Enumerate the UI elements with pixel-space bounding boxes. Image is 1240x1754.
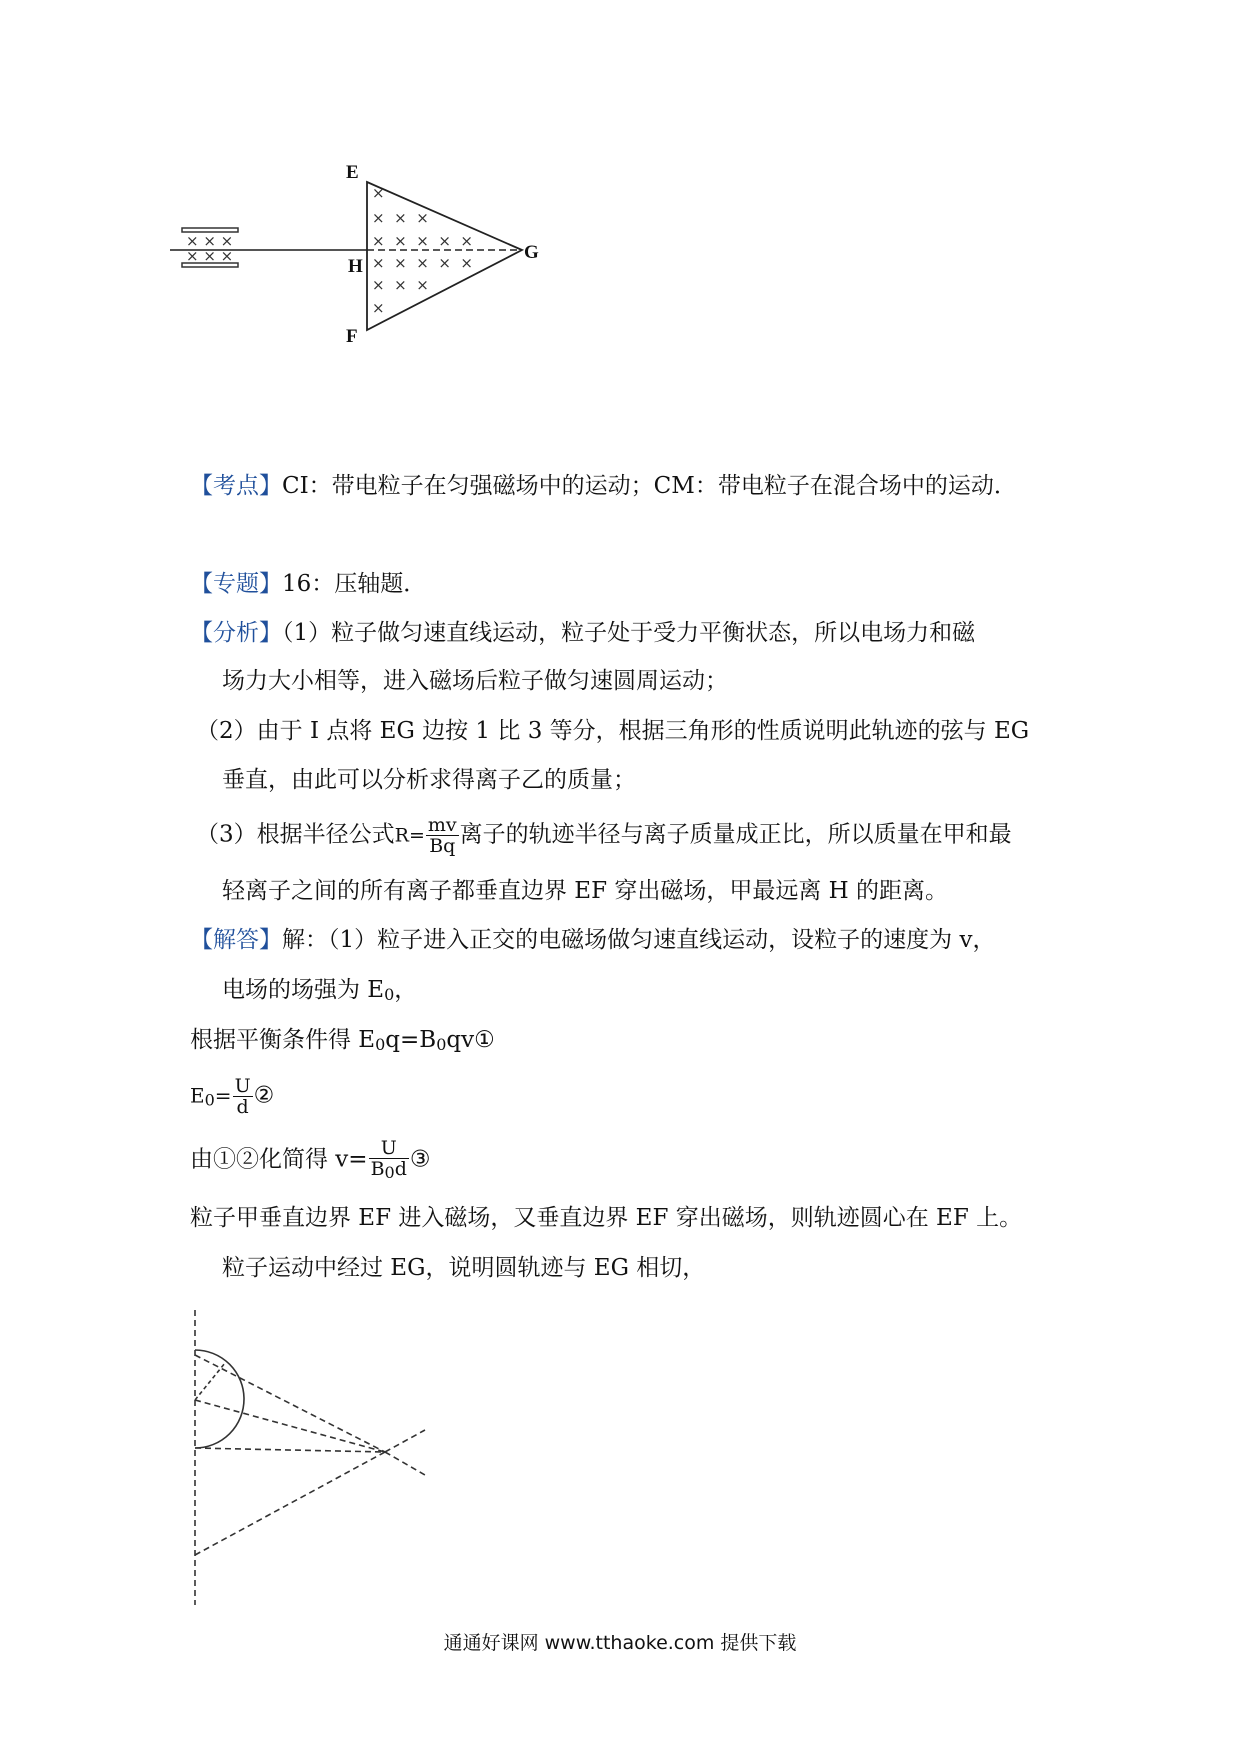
- label-e: E: [346, 162, 359, 183]
- equation-1: [190, 1025, 495, 1060]
- dashed-eg-line: [195, 1355, 385, 1452]
- radius-formula-den: Bq: [429, 835, 456, 857]
- label-h: H: [348, 256, 363, 277]
- fenxi-line-3: （2）由于 I 点将 EG 边按 1 比 3 等分，根据三角形的性质说明此轨迹的弦与 EG: [196, 718, 1030, 744]
- kaodian-tag: 【考点】: [190, 473, 282, 499]
- dashed-axis-line: [195, 1448, 385, 1452]
- footer-credit: 通通好课网 www.tthaoke.com 提供下载: [443, 1632, 797, 1654]
- svg-text:×: ×: [372, 299, 385, 317]
- eq3-den-post: d: [394, 1158, 407, 1180]
- label-f: F: [346, 326, 358, 347]
- jieda-line-2-post: ，: [394, 977, 418, 1003]
- jieda-line-a: 粒子甲垂直边界 EF 进入磁场，又垂直边界 EF 穿出磁场，则轨迹圆心在 EF 上。: [190, 1205, 1023, 1231]
- extension-down: [385, 1452, 425, 1475]
- jieda-line-b: 粒子运动中经过 EG，说明圆轨迹与 EG 相切，: [222, 1255, 706, 1281]
- svg-text:× × ×: × × ×: [372, 276, 429, 294]
- eq3-den: [369, 1159, 409, 1183]
- tangent-circle-figure: [180, 1305, 440, 1610]
- eq2-num: U: [234, 1075, 251, 1097]
- kaodian-line: [190, 471, 1017, 501]
- fenxi-line-5-pre: （3）根据半径公式: [196, 821, 395, 848]
- radius-line: [195, 1363, 225, 1400]
- fenxi-text-1: （1）粒子做匀速直线运动，粒子处于受力平衡状态，所以电场力和磁: [282, 620, 976, 646]
- eq1-sub2: 0: [436, 1035, 447, 1054]
- eq1-pre: 根据平衡条件得 E: [190, 1027, 376, 1053]
- eq2-sub: 0: [204, 1090, 215, 1110]
- eq1-mid: q=B: [385, 1027, 437, 1053]
- dashed-mid-line: [195, 1400, 385, 1452]
- svg-text:× × ×: × × ×: [186, 232, 234, 250]
- svg-text:× × ×: × × ×: [372, 209, 429, 227]
- radius-formula-fraction: [426, 815, 459, 856]
- velocity-selector: [182, 228, 238, 267]
- eq2-lhs: E: [190, 1083, 205, 1108]
- eq3-fraction: [369, 1138, 409, 1183]
- eq3-den-sub: 0: [384, 1163, 395, 1182]
- svg-text:× × × × ×: × × × × ×: [372, 254, 473, 272]
- equation-3: [190, 1138, 431, 1183]
- dashed-fg-line: [195, 1452, 385, 1555]
- radius-formula-num: mv: [427, 814, 457, 836]
- eq1-sub1: 0: [375, 1035, 386, 1054]
- eq3-pre: 由①②化简得 v=: [190, 1146, 368, 1173]
- eq1-post: qv①: [446, 1027, 495, 1053]
- label-g: G: [524, 242, 539, 263]
- extension-up: [385, 1430, 425, 1452]
- fenxi-tag: 【分析】: [190, 620, 282, 646]
- kaodian-text: CI：带电粒子在匀强磁场中的运动；CM：带电粒子在混合场中的运动．: [282, 473, 1017, 499]
- fenxi-line-6: 轻离子之间的所有离子都垂直边界 EF 穿出磁场，甲最远离 H 的距离。: [222, 878, 949, 904]
- eq2-den: d: [236, 1096, 249, 1118]
- eq3-mark: ③: [409, 1146, 431, 1173]
- jieda-line-2-sub: 0: [384, 985, 395, 1004]
- svg-text:× × ×: × × ×: [186, 247, 234, 265]
- jieda-line-2: [222, 975, 417, 1010]
- jieda-text-1: 解：（1）粒子进入正交的电磁场做匀速直线运动，设粒子的速度为 v，: [282, 927, 996, 953]
- eq2-mark: ②: [253, 1082, 275, 1109]
- fenxi-line-5: [196, 815, 1012, 856]
- triangle-field-figure: [170, 160, 610, 390]
- radius-formula-lhs: R=: [394, 824, 425, 847]
- eq2-eq: =: [214, 1083, 232, 1108]
- eq3-den-pre: B: [370, 1158, 385, 1180]
- svg-text:×: ×: [372, 184, 385, 202]
- svg-text:× × × × ×: × × × × ×: [372, 232, 473, 250]
- equation-2: [190, 1076, 274, 1117]
- fenxi-line-1: [190, 618, 975, 648]
- jieda-line-1: [190, 925, 995, 955]
- zhuanti-text: 16：压轴题．: [282, 571, 427, 597]
- eq3-num: U: [369, 1138, 409, 1159]
- fenxi-line-5-post: 离子的轨迹半径与离子质量成正比，所以质量在甲和最: [459, 821, 1012, 848]
- jieda-tag: 【解答】: [190, 927, 282, 953]
- trajectory-arc: [195, 1350, 244, 1448]
- fenxi-line-2: 场力大小相等，进入磁场后粒子做匀速圆周运动；: [222, 668, 728, 694]
- fenxi-line-4: 垂直，由此可以分析求得离子乙的质量；: [222, 767, 636, 793]
- zhuanti-tag: 【专题】: [190, 571, 282, 597]
- jieda-line-2-pre: 电场的场强为 E: [222, 977, 385, 1003]
- zhuanti-line: [190, 569, 426, 599]
- eq2-fraction: [233, 1076, 253, 1117]
